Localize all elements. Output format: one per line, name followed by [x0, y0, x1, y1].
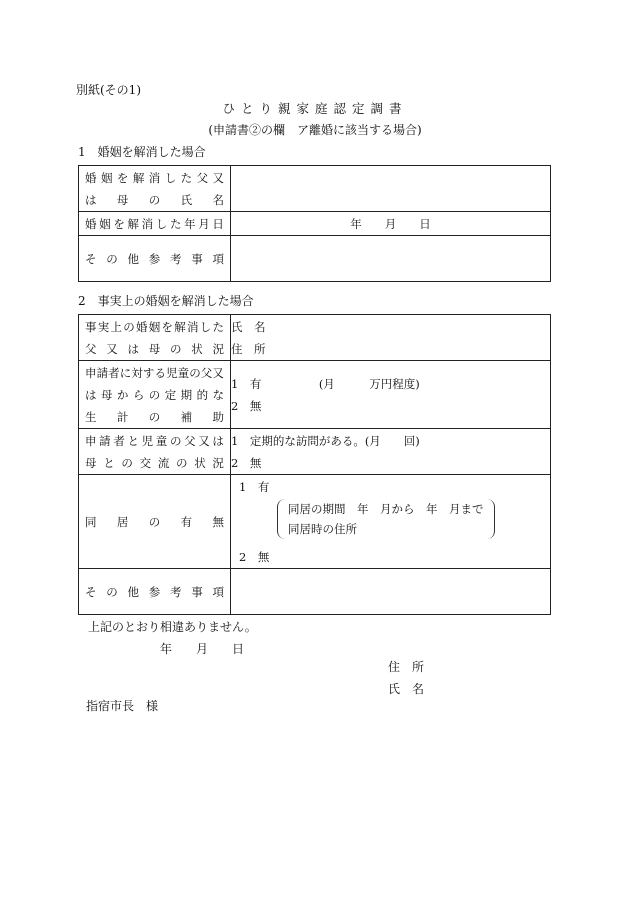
other-notes-field-1[interactable] [231, 236, 551, 282]
label-line [85, 511, 224, 533]
label-char: そ [85, 251, 97, 266]
label-char: 父 [196, 170, 209, 185]
label-line [85, 167, 224, 189]
annex-label: 別紙(その1) [76, 83, 141, 97]
label-char: は [85, 387, 97, 402]
label-other-notes [79, 236, 231, 282]
label-char: 況 [212, 341, 224, 356]
label-char: の [106, 251, 118, 266]
label-char: 事 [85, 319, 97, 334]
label-char: 又 [212, 170, 224, 185]
label-char: は [212, 433, 224, 448]
label-char: 氏 [180, 192, 193, 207]
label-char: 児 [141, 433, 154, 448]
label-char: 年 [184, 216, 196, 231]
label-char: 参 [148, 584, 161, 599]
label-char: し [155, 216, 168, 231]
label-char: し [164, 170, 177, 185]
label-parent-name [79, 166, 231, 212]
parent-name-field[interactable] [231, 166, 551, 212]
label-line [85, 248, 224, 270]
label-char: る [154, 365, 166, 380]
label-char: の [148, 192, 161, 207]
section1-table [78, 165, 551, 282]
label-line [85, 213, 224, 235]
label-char: 項 [212, 251, 224, 266]
cohabitation-option-yes: 1 有 [239, 479, 270, 494]
label-char: か [116, 387, 129, 402]
label-char: ら [132, 387, 145, 402]
label-char: 居 [116, 514, 129, 529]
label-char: 考 [170, 251, 182, 266]
support-field[interactable] [231, 361, 551, 429]
label-char: を [113, 216, 125, 231]
label-char: 考 [170, 584, 182, 599]
label-char: 婚 [85, 216, 97, 231]
document-title: ひとり親家庭認定調書 [222, 101, 408, 116]
label-char: 請 [99, 433, 111, 448]
label-char: の [148, 409, 161, 424]
label-char: 計 [116, 409, 129, 424]
applicant-name-label: 氏 名 [388, 682, 425, 696]
label-char: 申 [85, 433, 97, 448]
label-line [85, 384, 224, 406]
contact-option-no: 2 無 [231, 455, 262, 470]
table-row [79, 569, 551, 615]
label-char: は [85, 192, 97, 207]
label-char: の [176, 455, 188, 470]
label-char: の [169, 433, 182, 448]
section1-heading: 1 婚姻を解消した場合 [78, 145, 206, 159]
table-row [79, 475, 551, 569]
label-char: 消 [148, 170, 161, 185]
section2-table [78, 314, 551, 615]
label-line [85, 452, 224, 474]
label-char: の [189, 365, 201, 380]
label-char: 上 [110, 319, 122, 334]
label-char: た [169, 216, 182, 231]
label-char: 母 [100, 387, 113, 402]
cohabitation-option-no: 2 無 [239, 549, 270, 564]
label-char: 事 [191, 584, 203, 599]
label-char: の [148, 387, 161, 402]
label-char: を [116, 170, 129, 185]
label-line [85, 189, 224, 211]
label-char: 童 [155, 433, 168, 448]
label-char: 況 [212, 455, 224, 470]
label-char: し [199, 319, 212, 334]
declaration-date: 年 月 日 [160, 642, 245, 656]
label-char: の [170, 341, 182, 356]
label-char: 消 [141, 216, 154, 231]
label-char: 母 [148, 341, 161, 356]
table-row [79, 429, 551, 475]
label-char: 的 [196, 387, 209, 402]
addressee: 指宿市長 様 [86, 699, 159, 713]
label-char: 状 [191, 341, 203, 356]
label-char: 童 [177, 365, 190, 380]
label-char: 他 [127, 251, 139, 266]
label-char: 期 [180, 387, 193, 402]
label-char: は [127, 341, 139, 356]
table-row [79, 166, 551, 212]
support-option-yes: 1 有 (月 万円程度) [231, 376, 420, 391]
label-char: 又 [106, 341, 118, 356]
label-char: 月 [198, 216, 210, 231]
label-char: 姻 [99, 216, 111, 231]
label-char: 又 [198, 433, 210, 448]
label-char: 者 [108, 365, 120, 380]
label-char: 母 [85, 455, 97, 470]
label-char: 対 [131, 365, 143, 380]
label-char: 申 [85, 365, 97, 380]
label-char: 生 [85, 409, 97, 424]
label-char: 父 [200, 365, 213, 380]
label-char: 項 [212, 584, 224, 599]
label-line [85, 362, 224, 384]
contact-field[interactable] [231, 429, 551, 475]
label-char: 姻 [148, 319, 161, 334]
table-row [79, 315, 551, 361]
parent-status-field[interactable] [231, 315, 551, 361]
other-notes-field-2[interactable] [231, 569, 551, 615]
label-char: 交 [139, 455, 152, 470]
label-dissolution-date [79, 212, 231, 236]
label-char: 姻 [100, 170, 113, 185]
label-char: と [103, 455, 115, 470]
label-char: の [123, 319, 135, 334]
label-char: の [121, 455, 133, 470]
label-support [79, 361, 231, 429]
table-row [79, 361, 551, 429]
label-char: 補 [180, 409, 193, 424]
label-char: 有 [180, 514, 193, 529]
declaration-text: 上記のとおり相違ありません。 [88, 620, 257, 634]
label-char: に [119, 365, 132, 380]
label-char: と [127, 433, 139, 448]
document-subtitle: (申請書②の欄 ア離婚に該当する場合) [208, 123, 422, 137]
section2-heading: 2 事実上の婚姻を解消した場合 [78, 294, 254, 308]
label-char: 流 [157, 455, 170, 470]
label-line [85, 430, 224, 452]
label-char: 定 [164, 387, 177, 402]
label-char: 父 [85, 341, 97, 356]
label-char: 児 [166, 365, 178, 380]
label-char: た [212, 319, 224, 334]
label-char: 父 [184, 433, 196, 448]
label-char: た [180, 170, 193, 185]
label-other-notes-2 [79, 569, 231, 615]
label-line [85, 316, 224, 338]
cohabitation-detail-bracket [277, 499, 495, 539]
label-char: 婚 [85, 170, 97, 185]
label-line [85, 581, 224, 603]
label-char: 参 [148, 251, 161, 266]
support-option-no: 2 無 [231, 398, 262, 413]
cohabitation-period: 同居の期間 年 月から 年 月まで [288, 501, 484, 516]
label-char: 婚 [136, 319, 148, 334]
label-char: 名 [212, 192, 224, 207]
label-char: 同 [85, 514, 97, 529]
label-char: 他 [127, 584, 139, 599]
table-row [79, 236, 551, 282]
label-char: 実 [97, 319, 110, 334]
label-char: 助 [212, 409, 224, 424]
label-char: 解 [132, 170, 145, 185]
cohabitation-field[interactable] [231, 475, 551, 569]
label-char: そ [85, 584, 97, 599]
label-char: 者 [113, 433, 125, 448]
label-char: の [148, 514, 161, 529]
contact-option-visits: 1 定期的な訪問がある。(月 回) [231, 433, 420, 448]
name-label: 氏 名 [231, 319, 266, 334]
label-char: 母 [116, 192, 129, 207]
table-row [79, 212, 551, 236]
label-char: 請 [96, 365, 109, 380]
label-line [85, 338, 224, 360]
label-parent-status [79, 315, 231, 361]
label-char: を [161, 319, 173, 334]
label-char: 無 [212, 514, 224, 529]
label-char: 又 [212, 365, 224, 380]
label-cohabitation [79, 475, 231, 569]
label-char: 状 [194, 455, 206, 470]
label-contact [79, 429, 231, 475]
applicant-address-label: 住 所 [388, 660, 425, 674]
address-label: 住 所 [231, 341, 266, 356]
label-char: 消 [187, 319, 199, 334]
label-line [85, 406, 224, 428]
label-char: 日 [212, 216, 224, 231]
cohabitation-address: 同居時の住所 [288, 521, 357, 536]
label-char: 事 [191, 251, 203, 266]
label-char: な [212, 387, 224, 402]
dissolution-date-field[interactable]: 年 月 日 [231, 212, 551, 236]
label-char: 解 [127, 216, 139, 231]
label-char: 解 [174, 319, 186, 334]
label-char: の [106, 584, 118, 599]
label-char: す [142, 365, 155, 380]
